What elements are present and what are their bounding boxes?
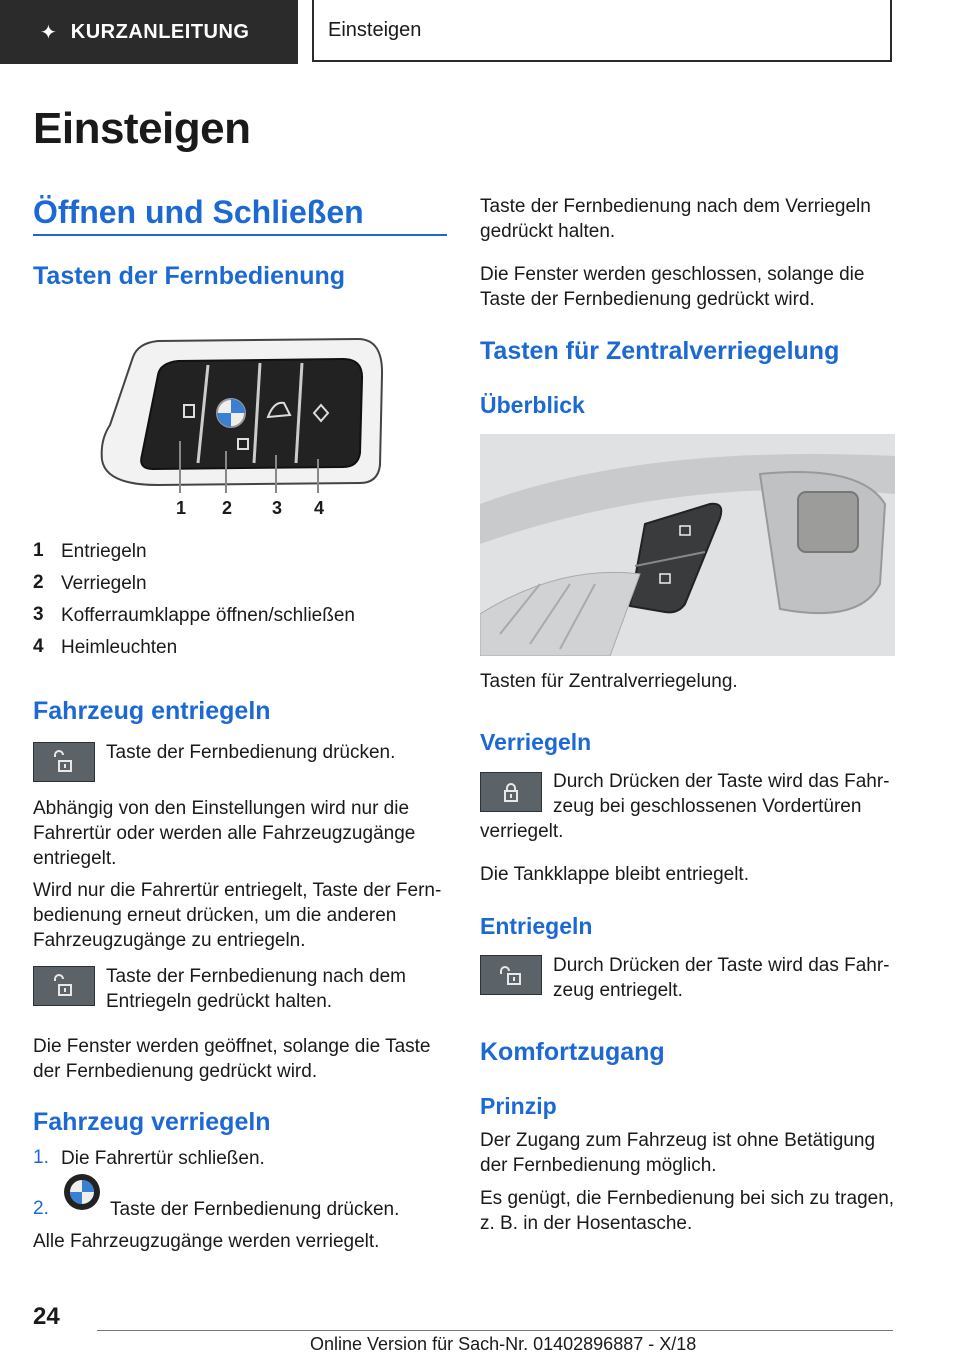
unlock-icon xyxy=(51,973,77,999)
page-title: Einsteigen xyxy=(33,104,251,153)
central-lock-button xyxy=(480,772,542,812)
key-fob-illustration xyxy=(98,335,388,520)
unlock-paragraph-2: Wird nur die Fahrertür entriegelt, Taste der Fern‐ bedienung erneut drücken, um die anderen Fahrzeugzugänge zu entriegeln. xyxy=(33,880,442,951)
legend-text: Kofferraumklappe öffnen/schließen xyxy=(61,605,355,626)
legend-text: Heimleuchten xyxy=(61,637,178,658)
quick-guide-icon: ✦ xyxy=(40,21,57,44)
heading-lock: Verriegeln xyxy=(480,729,592,755)
heading-overview: Überblick xyxy=(480,392,585,418)
section-label: KURZANLEITUNG xyxy=(70,20,250,43)
lock-text-line-2: zeug bei geschlossenen Vordertüren xyxy=(553,796,862,817)
unlock-key-button xyxy=(33,742,95,782)
windows-paragraph: Die Fenster werden geschlossen, solange die Taste der Fernbedienung gedrückt wird. xyxy=(480,264,865,310)
key-callout-3: 3 xyxy=(272,498,283,518)
page-number: 24 xyxy=(33,1303,60,1330)
legend-num: 3 xyxy=(33,604,44,625)
heading-remote-buttons: Tasten der Fernbedienung xyxy=(33,262,346,290)
legend-num: 1 xyxy=(33,540,44,561)
unlock-text: Durch Drücken der Taste wird das Fahr‐ zeug entriegelt. xyxy=(553,955,890,1001)
lock-after-text: Alle Fahrzeugzugänge werden verriegelt. xyxy=(33,1231,380,1252)
footer-rule xyxy=(97,1330,893,1331)
heading-principle: Prinzip xyxy=(480,1093,557,1119)
door-panel-photo xyxy=(480,434,895,656)
heading-unlock: Entriegeln xyxy=(480,913,593,939)
heading-lock-vehicle: Fahrzeug verriegeln xyxy=(33,1108,271,1136)
key-callout-1: 1 xyxy=(176,498,187,518)
legend-text: Verriegeln xyxy=(61,573,147,594)
unlock-hold-key-button xyxy=(33,966,95,1006)
lock-icon xyxy=(498,779,524,805)
unlock-press-text: Taste der Fernbedienung drücken. xyxy=(106,742,396,763)
header-page-label: Einsteigen xyxy=(328,18,422,41)
lock-text-line-1: Durch Drücken der Taste wird das Fahr‐ xyxy=(553,771,890,792)
unlock-hold-text: Taste der Fernbedienung nach dem Entriegeln gedrückt halten. xyxy=(106,966,406,1012)
legend-num: 4 xyxy=(33,636,44,657)
heading-central-locking: Tasten für Zentralverriegelung xyxy=(480,337,840,365)
legend-num: 2 xyxy=(33,572,44,593)
principle-paragraph-1: Der Zugang zum Fahrzeug ist ohne Betätigung der Fernbedienung möglich. xyxy=(480,1130,876,1176)
heading-unlock-vehicle: Fahrzeug entriegeln xyxy=(33,697,271,725)
principle-paragraph-2: Es genügt, die Fernbedienung bei sich zu tragen, z. B. in der Hosentasche. xyxy=(480,1188,895,1234)
step-num: 2. xyxy=(33,1198,49,1219)
central-unlock-button xyxy=(480,955,542,995)
key-callout-4: 4 xyxy=(314,498,325,518)
heading-open-close: Öffnen und Schließen xyxy=(33,194,364,230)
heading-comfort-access: Komfortzugang xyxy=(480,1038,665,1066)
step-text: Die Fahrertür schließen. xyxy=(61,1148,265,1169)
page-header-box xyxy=(312,0,892,62)
unlock-paragraph-3: Die Fenster werden geöffnet, solange die Taste der Fernbedienung gedrückt wird. xyxy=(33,1036,431,1082)
online-version-text[interactable]: Online Version für Sach-Nr. 01402896887 - X/18 xyxy=(310,1334,697,1354)
key-callout-2: 2 xyxy=(222,498,233,518)
photo-caption: Tasten für Zentralverriegelung. xyxy=(480,671,738,692)
bmw-logo-icon xyxy=(62,1172,102,1212)
unlock-paragraph-1: Abhängig von den Einstellungen wird nur die Fahrertür oder werden alle Fahrzeugzugänge entriegelt. xyxy=(33,798,416,869)
heading-rule xyxy=(33,234,447,236)
hold-paragraph: Taste der Fernbedienung nach dem Verriegeln gedrückt halten. xyxy=(480,196,871,242)
lock-text-line-3: verriegelt. xyxy=(480,821,564,842)
lock-note: Die Tankklappe bleibt entriegelt. xyxy=(480,864,749,885)
step-text: Taste der Fernbedienung drücken. xyxy=(110,1199,400,1220)
legend-text: Entriegeln xyxy=(61,541,147,562)
unlock-icon xyxy=(51,749,77,775)
unlock-icon xyxy=(498,962,524,988)
step-num: 1. xyxy=(33,1147,49,1168)
section-tab[interactable] xyxy=(0,0,298,64)
